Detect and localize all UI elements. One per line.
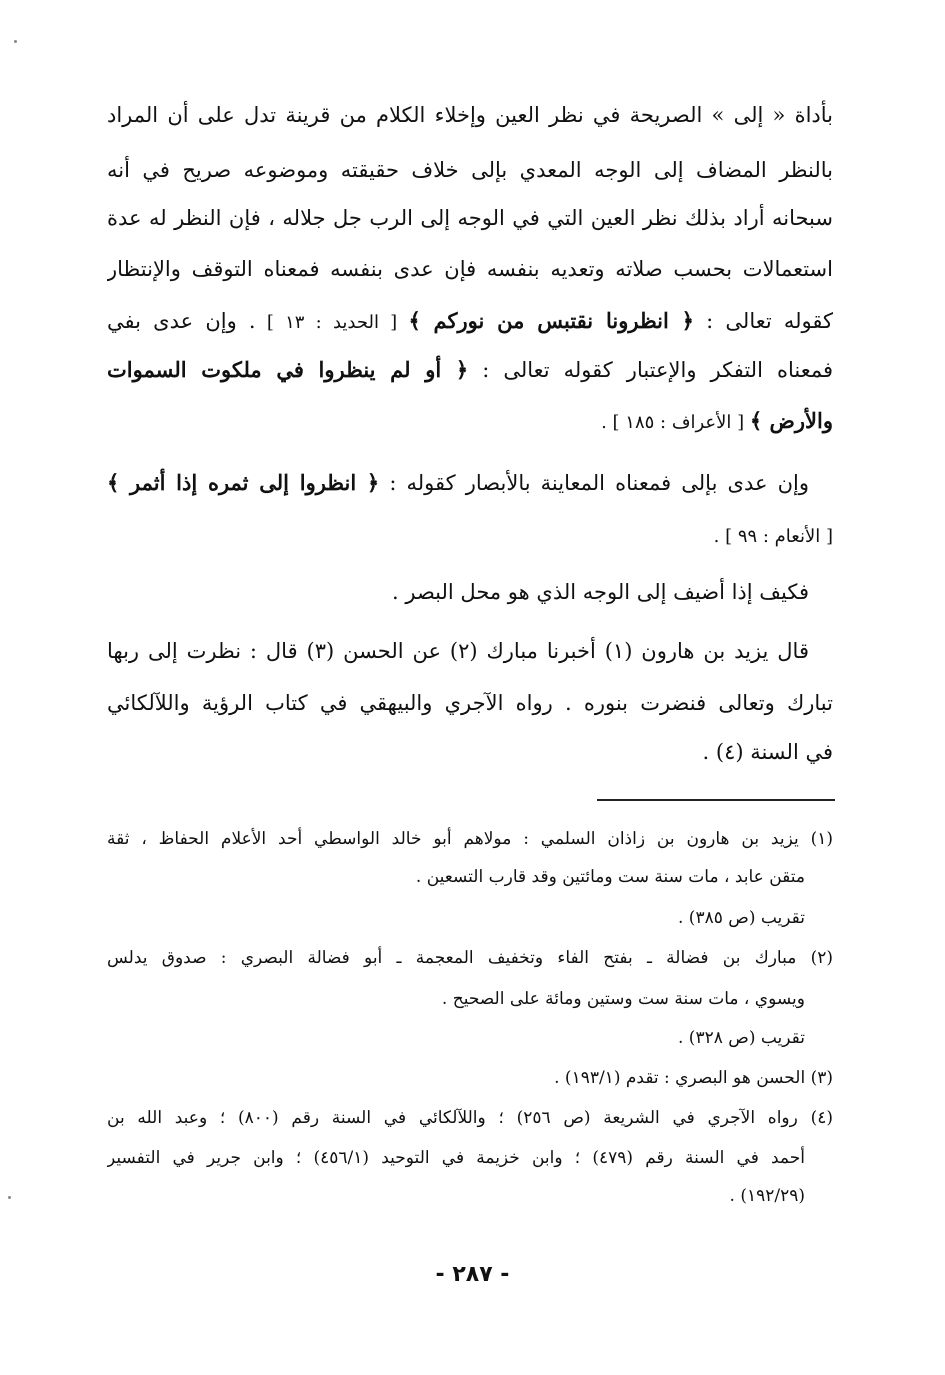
verse-reference: [ الحديد : ١٣ ]	[255, 312, 409, 333]
quran-quote: ﴿ أو لم ينظروا في ملكوت السموات	[107, 357, 469, 382]
footnote-4-line-1: (٤) رواه الآجري في الشريعة (ص ٢٥٦) ؛ واللآلكائي في السنة رقم (٨٠٠) ؛ وعبد الله بن	[107, 1108, 833, 1128]
footnote-1-line-2: متقن عابد ، مات سنة ست ومائتين وقد قارب التسعين .	[415, 867, 805, 887]
verse-reference: [ الأنعام : ٩٩ ] .	[713, 526, 833, 547]
body-line-8: وإن عدى بإلى فمعناه المعاينة بالأبصار كقوله : ﴿ انظروا إلى ثمره إذا أثمر ﴾	[107, 470, 809, 495]
footnote-2-source: تقريب (ص ٣٢٨) .	[678, 1028, 805, 1048]
body-line-10: فكيف إذا أضيف إلى الوجه الذي هو محل البصر .	[392, 580, 809, 604]
footnote-4-line-3: (١٩٢/٢٩) .	[729, 1186, 805, 1206]
verse-reference: [ الأعراف : ١٨٥ ] .	[601, 412, 750, 433]
body-line-9	[107, 520, 833, 552]
scan-speck	[8, 1196, 11, 1199]
quran-quote: والأرض ﴾	[749, 408, 833, 433]
footnote-2-line-2: ويسوي ، مات سنة ست وستين ومائة على الصحيح .	[441, 989, 805, 1009]
footnote-2-line-1: (٢) مبارك بن فضالة ـ بفتح الفاء وتخفيف المعجمة ـ أبو فضالة البصري : صدوق يدلس	[107, 948, 833, 968]
body-line-3: سبحانه أراد بذلك نظر العين التي في الوجه إلى الرب جل جلاله ، فإن النظر له عدة	[107, 206, 833, 230]
footnote-1-line-1: (١) يزيد بن هارون بن زاذان السلمي : مولاهم أبو خالد الواسطي أحد الأعلام الحفاظ ، ثقة	[107, 829, 833, 849]
body-line-13: في السنة (٤) .	[702, 740, 833, 764]
quran-quote: ﴿ انظروا إلى ثمره إذا أثمر ﴾	[107, 470, 380, 495]
body-line-12: تبارك وتعالى فنضرت بنوره . رواه الآجري والبيهقي في كتاب الرؤية واللآلكائي	[107, 691, 833, 715]
body-line-6: فمعناه التفكر والإعتبار كقوله تعالى : ﴿ أو لم ينظروا في ملكوت السموات	[107, 357, 833, 382]
page-number: - ٢٨٧ -	[435, 1262, 510, 1287]
body-line-1: بأداة « إلى » الصريحة في نظر العين وإخلاء الكلام من قرينة تدل على أن المراد	[107, 103, 833, 127]
footnote-4-line-2: أحمد في السنة رقم (٤٧٩) ؛ وابن خزيمة في التوحيد (٤٥٦/١) ؛ وابن جرير في التفسير	[107, 1148, 805, 1168]
body-line-11: قال يزيد بن هارون (١) أخبرنا مبارك (٢) عن الحسن (٣) قال : نظرت إلى ربها	[107, 639, 809, 663]
footnote-3: (٣) الحسن هو البصري : تقدم (١٩٣/١) .	[554, 1068, 833, 1088]
body-line-2: بالنظر المضاف إلى الوجه المعدي بإلى خلاف حقيقته وموضوعه صريح في أنه	[107, 158, 833, 182]
quran-quote: ﴿ انظرونا نقتبس من نوركم ﴾	[408, 308, 694, 333]
body-line-7	[107, 406, 833, 438]
footnote-1-source: تقريب (ص ٣٨٥) .	[678, 908, 805, 928]
scan-speck	[14, 40, 17, 43]
footnote-separator	[597, 799, 835, 801]
body-line-4: استعمالات بحسب صلاته وتعديه بنفسه فإن عدى بنفسه فمعناه التوقف والإنتظار	[107, 257, 833, 281]
body-line-5: كقوله تعالى : ﴿ انظرونا نقتبس من نوركم ﴾ [ الحديد : ١٣ ] . وإن عدى بفي	[107, 308, 833, 333]
